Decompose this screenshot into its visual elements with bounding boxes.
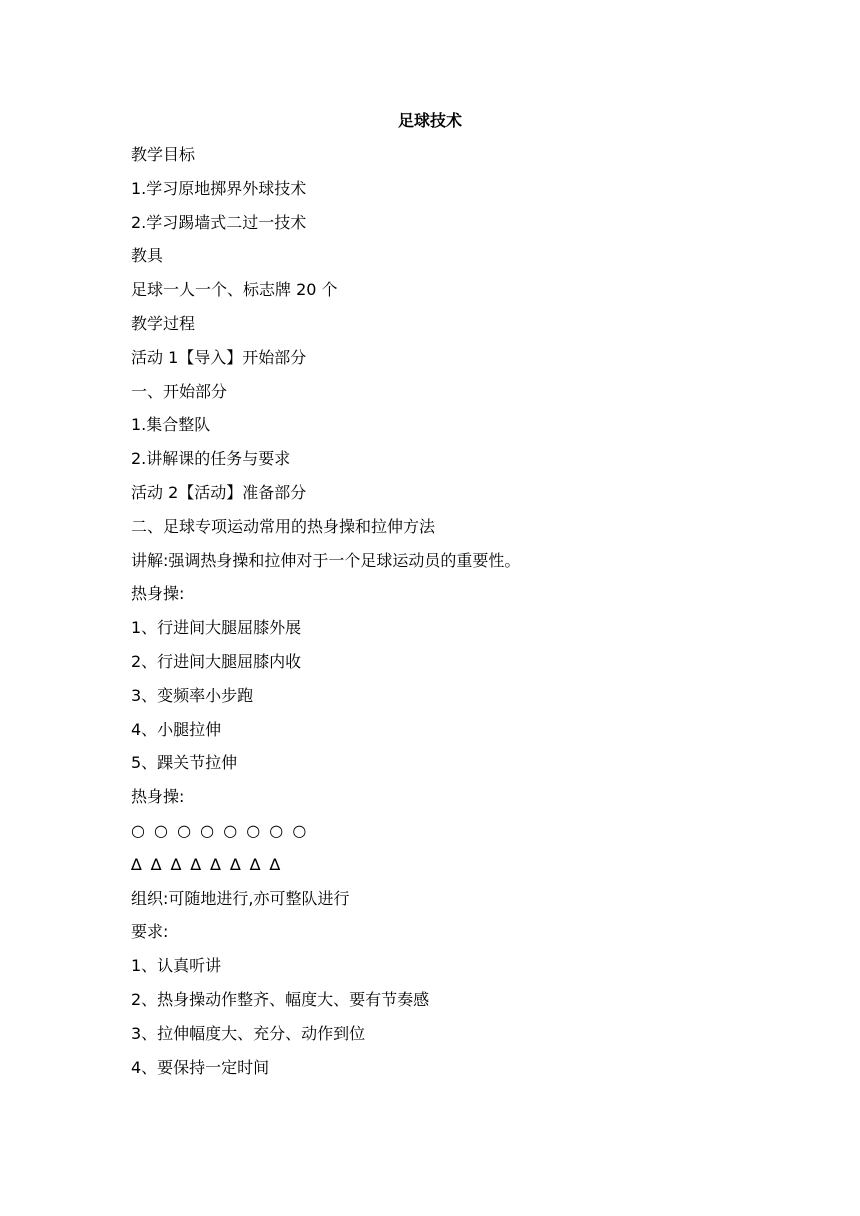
objective-item-2: 2.学习踢墙式二过一技术 bbox=[131, 212, 307, 232]
list-item: 4、小腿拉伸 bbox=[131, 719, 222, 739]
formation-circles-row: ○ ○ ○ ○ ○ ○ ○ ○ bbox=[131, 820, 309, 840]
list-item: 2、热身操动作整齐、幅度大、要有节奏感 bbox=[131, 989, 430, 1009]
list-item: 4、要保持一定时间 bbox=[131, 1057, 270, 1077]
warmup-label: 热身操: bbox=[131, 584, 185, 604]
organization-text: 组织:可随地进行,亦可整队进行 bbox=[131, 888, 350, 908]
section-heading-process: 教学过程 bbox=[131, 313, 196, 333]
activity-1-heading: 活动 1【导入】开始部分 bbox=[131, 347, 307, 367]
list-item: 1.集合整队 bbox=[131, 415, 211, 435]
list-item: 2、行进间大腿屈膝内收 bbox=[131, 651, 302, 671]
part-2-heading: 二、足球专项运动常用的热身操和拉伸方法 bbox=[131, 516, 436, 536]
list-item: 2.讲解课的任务与要求 bbox=[131, 449, 291, 469]
list-item: 5、踝关节拉伸 bbox=[131, 753, 238, 773]
objective-item-1: 1.学习原地掷界外球技术 bbox=[131, 178, 307, 198]
activity-2-heading: 活动 2【活动】准备部分 bbox=[131, 482, 307, 502]
list-item: 1、行进间大腿屈膝外展 bbox=[131, 618, 302, 638]
requirements-label: 要求: bbox=[131, 922, 169, 942]
warmup-label: 热身操: bbox=[131, 787, 185, 807]
part-1-heading: 一、开始部分 bbox=[131, 381, 228, 401]
section-heading-equipment: 教具 bbox=[131, 246, 164, 266]
document-title: 足球技术 bbox=[397, 111, 462, 130]
list-item: 1、认真听讲 bbox=[131, 956, 222, 976]
list-item: 3、变频率小步跑 bbox=[131, 685, 254, 705]
equipment-text: 足球一人一个、标志牌 20 个 bbox=[131, 280, 338, 300]
document-body bbox=[131, 142, 751, 1088]
list-item: 3、拉伸幅度大、充分、动作到位 bbox=[131, 1023, 366, 1043]
formation-triangles-row: ∆ ∆ ∆ ∆ ∆ ∆ ∆ ∆ bbox=[131, 854, 283, 874]
section-heading-objectives: 教学目标 bbox=[131, 145, 196, 164]
explanation-text: 讲解:强调热身操和拉伸对于一个足球运动员的重要性。 bbox=[131, 550, 521, 570]
